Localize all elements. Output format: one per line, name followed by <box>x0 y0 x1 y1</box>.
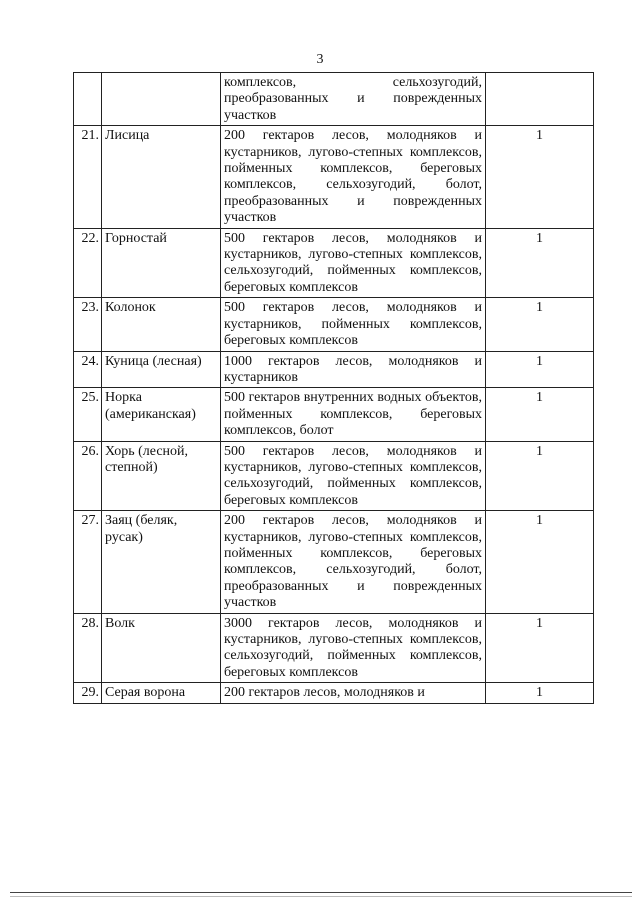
table-row <box>74 351 594 388</box>
species-name: Серая ворона <box>102 683 221 703</box>
table-row <box>74 683 594 703</box>
habitat-area: 200 гектаров лесов, молодняков и кустарников, лугово-степных комплексов, пойменных комплексов, береговых комплексов, сельхозугодий, болот, преобразованных и поврежденных участков <box>221 126 486 228</box>
species-name: Заяц (беляк, русак) <box>102 511 221 613</box>
page-bottom-rule-thin <box>10 896 632 897</box>
species-name: Норка (американская) <box>102 388 221 441</box>
habitat-area: 3000 гектаров лесов, молодняков и кустарников, лугово-степных комплексов, сельхозугодий, пойменных комплексов, береговых комплексов <box>221 613 486 683</box>
row-number: 29. <box>74 683 102 703</box>
habitat-area: 1000 гектаров лесов, молодняков и кустарников <box>221 351 486 388</box>
row-number: 25. <box>74 388 102 441</box>
row-number: 26. <box>74 441 102 511</box>
habitat-area: 500 гектаров лесов, молодняков и кустарников, лугово-степных комплексов, сельхозугодий, пойменных комплексов, береговых комплексов <box>221 441 486 511</box>
row-number: 23. <box>74 298 102 351</box>
habitat-area: 500 гектаров лесов, молодняков и кустарников, пойменных комплексов, береговых комплексов <box>221 298 486 351</box>
habitat-area: комплексов, сельхозугодий, преобразованных и поврежденных участков <box>221 73 486 126</box>
species-name: Хорь (лесной, степной) <box>102 441 221 511</box>
table-row <box>74 511 594 613</box>
table-row <box>74 388 594 441</box>
table-row <box>74 126 594 228</box>
table-row <box>74 441 594 511</box>
page-number: 3 <box>316 52 324 67</box>
animal-count: 1 <box>486 613 594 683</box>
habitat-area: 500 гектаров лесов, молодняков и кустарников, лугово-степных комплексов, сельхозугодий, пойменных комплексов, береговых комплексов <box>221 228 486 298</box>
habitat-area: 500 гектаров внутренних водных объектов, пойменных комплексов, береговых комплексов, болот <box>221 388 486 441</box>
animal-count <box>486 73 594 126</box>
row-number: 28. <box>74 613 102 683</box>
table-row <box>74 228 594 298</box>
species-name: Волк <box>102 613 221 683</box>
habitat-area: 200 гектаров лесов, молодняков и кустарников, лугово-степных комплексов, пойменных комплексов, береговых комплексов, сельхозугодий, болот, преобразованных и поврежденных участков <box>221 511 486 613</box>
species-name: Колонок <box>102 298 221 351</box>
animal-count: 1 <box>486 388 594 441</box>
species-name <box>102 73 221 126</box>
animal-count: 1 <box>486 441 594 511</box>
row-number: 21. <box>74 126 102 228</box>
species-name: Лисица <box>102 126 221 228</box>
animal-count: 1 <box>486 298 594 351</box>
row-number: 22. <box>74 228 102 298</box>
table-row <box>74 73 594 126</box>
animal-count: 1 <box>486 351 594 388</box>
habitat-area: 200 гектаров лесов, молодняков и <box>221 683 486 703</box>
species-name: Горностай <box>102 228 221 298</box>
species-name: Куница (лесная) <box>102 351 221 388</box>
animal-count: 1 <box>486 228 594 298</box>
page-bottom-rule <box>10 892 632 893</box>
table-row <box>74 613 594 683</box>
row-number <box>74 73 102 126</box>
row-number: 24. <box>74 351 102 388</box>
animal-count: 1 <box>486 511 594 613</box>
animal-count: 1 <box>486 126 594 228</box>
species-area-table <box>73 72 594 704</box>
row-number: 27. <box>74 511 102 613</box>
animal-count: 1 <box>486 683 594 703</box>
table-row <box>74 298 594 351</box>
